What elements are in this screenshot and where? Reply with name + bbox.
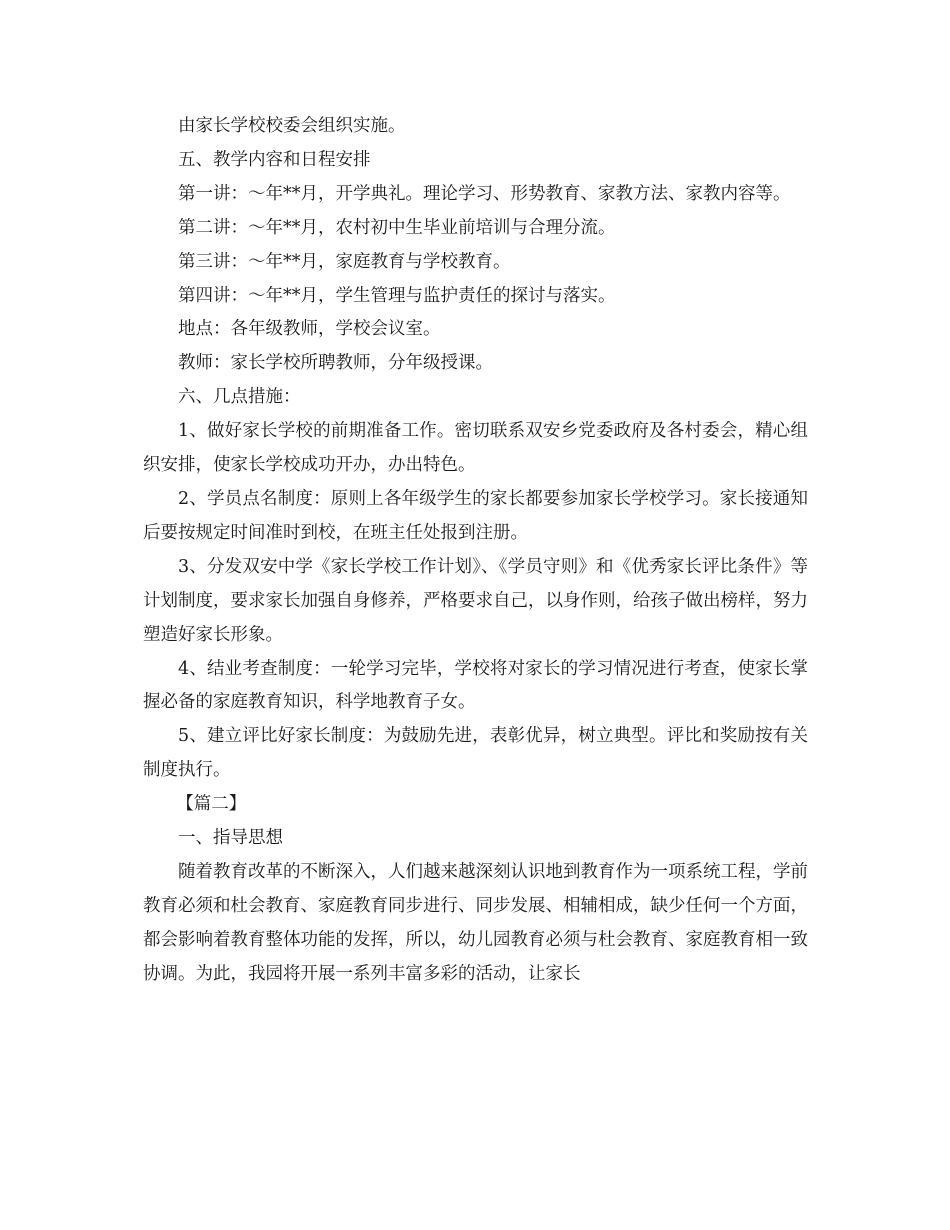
paragraph-measure-3: 3、分发双安中学《家长学校工作计划》、《学员守则》和《优秀家长评比条件》等计划制度，要求家长加强自身修养，严格要求自己，以身作则，给孩子做出榜样，努力塑造好家长形象。 — [143, 556, 808, 645]
section-heading-guiding-idea: 一、指导思想 — [178, 828, 283, 849]
section-heading-measures: 六、几点措施： — [178, 387, 301, 408]
paragraph-lecture-3: 第三讲：～年**月，家庭教育与学校教育。 — [178, 251, 511, 272]
paragraph-lecture-2: 第二讲：～年**月，农村初中生毕业前培训与合理分流。 — [178, 217, 616, 238]
paragraph-lecture-1: 第一讲：～年**月，开学典礼。理论学习、形势教育、家教方法、家教内容等。 — [178, 183, 791, 204]
paragraph-teachers: 教师：家长学校所聘教师，分年级授课。 — [178, 353, 493, 374]
paragraph-measure-4: 4、结业考查制度：一轮学习完毕，学校将对家长的学习情况进行考查，使家长掌握必备的家庭教育知识，科学地教育子女。 — [143, 658, 808, 713]
paragraph-guiding-idea: 随着教育改革的不断深入，人们越来越深刻认识地到教育作为一项系统工程，学前教育必须和杜会教育、家庭教育同步进行、同步发展、相辅相成，缺少任何一个方面，都会影响着教育整体功能的发挥，所以，幼儿园教育必须与杜会教育、家庭教育相一致协调。为此，我园将开展一系列丰富多彩的活动，让家长 — [143, 861, 808, 984]
paragraph-measure-1: 1、做好家长学校的前期准备工作。密切联系双安乡党委政府及各村委会，精心组织安排，使家长学校成功开办，办出特色。 — [143, 421, 808, 476]
document-body — [143, 110, 808, 992]
paragraph-location: 地点：各年级教师，学校会议室。 — [178, 319, 441, 340]
part-heading: 【篇二】 — [176, 794, 247, 815]
section-heading-schedule: 五、教学内容和日程安排 — [178, 149, 371, 170]
paragraph-measure-2: 2、学员点名制度：原则上各年级学生的家长都要参加家长学校学习。家长接通知后要按规定时间准时到校，在班主任处报到注册。 — [143, 488, 808, 543]
paragraph-measure-5: 5、建立评比好家长制度：为鼓励先进，表彰优异，树立典型。评比和奖励按有关制度执行。 — [143, 726, 808, 781]
paragraph-closing-line: 由家长学校校委会组织实施。 — [178, 116, 406, 136]
paragraph-lecture-4: 第四讲：～年**月，学生管理与监护责任的探讨与落实。 — [178, 285, 616, 306]
